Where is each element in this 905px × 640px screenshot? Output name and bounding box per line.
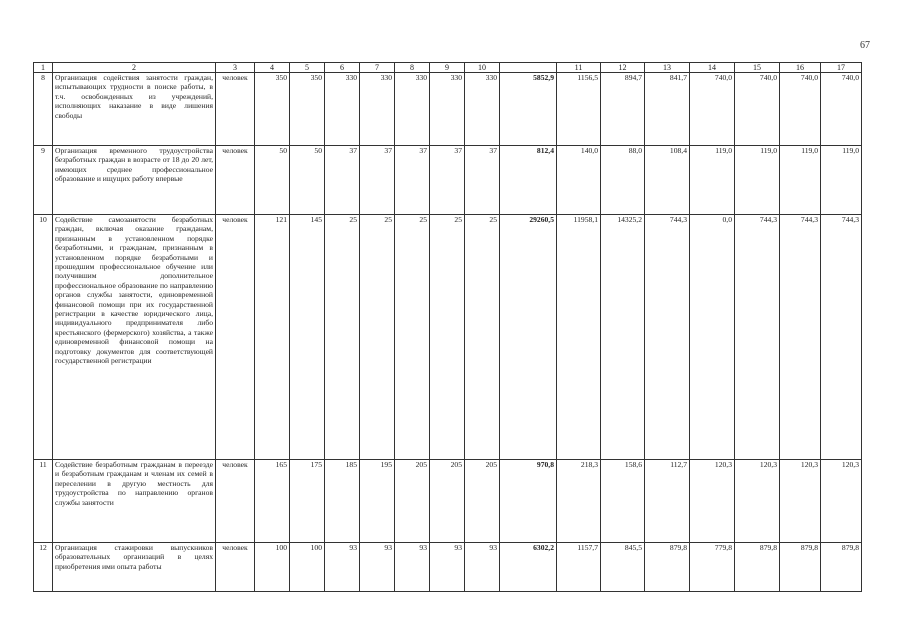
funding-year-value: 779,8 bbox=[690, 543, 735, 592]
funding-year-value: 119,0 bbox=[780, 146, 821, 215]
funding-year-value: 744,3 bbox=[735, 215, 780, 460]
column-number-header: 15 bbox=[735, 63, 780, 73]
activity-description: Организация стажировки выпускников образовательных организаций в целях приобретения ими опыта работы bbox=[53, 543, 216, 592]
funding-year-value: 11958,1 bbox=[557, 215, 601, 460]
funding-total: 970,8 bbox=[500, 460, 557, 543]
funding-year-value: 120,3 bbox=[780, 460, 821, 543]
row-number: 10 bbox=[34, 215, 53, 460]
indicator-value: 330 bbox=[360, 73, 395, 146]
indicator-value: 25 bbox=[360, 215, 395, 460]
column-number-row bbox=[34, 63, 862, 73]
activity-description: Содействие самозанятости безработных граждан, включая оказание гражданам, признанным в установленном порядке безработными, и гражданам, признанным в установленном порядке безработными и прошедшим профессиональное обучение или получившим дополнительное профессиональное образование по направлению органов службы занятости, единовременной финансовой помощи при их государственной регистрации в качестве юридического лица, индивидуального предпринимателя либо крестьянского (фермерского) хозяйства, а также единовременной финансовой помощи на подготовку документов для соответствующей государственной регистрации bbox=[53, 215, 216, 460]
indicator-value: 93 bbox=[360, 543, 395, 592]
row-number: 12 bbox=[34, 543, 53, 592]
funding-year-value: 218,3 bbox=[557, 460, 601, 543]
column-number-header: 16 bbox=[780, 63, 821, 73]
indicator-value: 165 bbox=[255, 460, 290, 543]
column-number-header: 10 bbox=[465, 63, 500, 73]
column-number-header: 4 bbox=[255, 63, 290, 73]
column-number-header: 7 bbox=[360, 63, 395, 73]
funding-year-value: 894,7 bbox=[601, 73, 645, 146]
funding-year-value: 879,8 bbox=[735, 543, 780, 592]
funding-year-value: 119,0 bbox=[735, 146, 780, 215]
table-row bbox=[34, 73, 862, 146]
funding-year-value: 879,8 bbox=[645, 543, 690, 592]
indicator-value: 100 bbox=[255, 543, 290, 592]
indicator-value: 50 bbox=[255, 146, 290, 215]
unit-cell: человек bbox=[216, 543, 255, 592]
funding-year-value: 740,0 bbox=[690, 73, 735, 146]
unit-cell: человек bbox=[216, 215, 255, 460]
indicator-value: 37 bbox=[325, 146, 360, 215]
indicator-value: 330 bbox=[325, 73, 360, 146]
indicator-value: 25 bbox=[430, 215, 465, 460]
column-number-header: 8 bbox=[395, 63, 430, 73]
page-number: 67 bbox=[860, 40, 870, 51]
column-number-header: 2 bbox=[53, 63, 216, 73]
funding-year-value: 0,0 bbox=[690, 215, 735, 460]
indicator-value: 93 bbox=[395, 543, 430, 592]
funding-total: 29260,5 bbox=[500, 215, 557, 460]
indicator-value: 175 bbox=[290, 460, 325, 543]
funding-year-value: 119,0 bbox=[821, 146, 862, 215]
column-number-header: 14 bbox=[690, 63, 735, 73]
indicator-value: 25 bbox=[395, 215, 430, 460]
indicator-value: 25 bbox=[465, 215, 500, 460]
indicator-value: 350 bbox=[290, 73, 325, 146]
column-number-header: 17 bbox=[821, 63, 862, 73]
funding-year-value: 140,0 bbox=[557, 146, 601, 215]
column-number-header: 13 bbox=[645, 63, 690, 73]
indicator-value: 145 bbox=[290, 215, 325, 460]
indicator-value: 121 bbox=[255, 215, 290, 460]
column-number-header: 6 bbox=[325, 63, 360, 73]
indicator-value: 185 bbox=[325, 460, 360, 543]
funding-year-value: 841,7 bbox=[645, 73, 690, 146]
indicator-value: 37 bbox=[430, 146, 465, 215]
funding-year-value: 14325,2 bbox=[601, 215, 645, 460]
funding-year-value: 744,3 bbox=[821, 215, 862, 460]
funding-year-value: 119,0 bbox=[690, 146, 735, 215]
indicator-value: 25 bbox=[325, 215, 360, 460]
indicator-value: 330 bbox=[430, 73, 465, 146]
row-number: 8 bbox=[34, 73, 53, 146]
row-number: 9 bbox=[34, 146, 53, 215]
funding-year-value: 744,3 bbox=[645, 215, 690, 460]
funding-year-value: 112,7 bbox=[645, 460, 690, 543]
unit-cell: человек bbox=[216, 460, 255, 543]
funding-year-value: 845,5 bbox=[601, 543, 645, 592]
funding-total: 812,4 bbox=[500, 146, 557, 215]
activity-description: Содействие безработным гражданам в переезде и безработным гражданам и членам их семей в переселении в другую местность для трудоустройства по направлению органов службы занятости bbox=[53, 460, 216, 543]
funding-total: 5852,9 bbox=[500, 73, 557, 146]
table-row bbox=[34, 460, 862, 543]
indicator-value: 205 bbox=[395, 460, 430, 543]
funding-year-value: 740,0 bbox=[821, 73, 862, 146]
table-row bbox=[34, 146, 862, 215]
column-number-header: 11 bbox=[557, 63, 601, 73]
unit-cell: человек bbox=[216, 73, 255, 146]
funding-total: 6302,2 bbox=[500, 543, 557, 592]
indicator-value: 195 bbox=[360, 460, 395, 543]
table-row bbox=[34, 215, 862, 460]
program-table bbox=[33, 62, 862, 592]
column-number-header bbox=[500, 63, 557, 73]
indicator-value: 330 bbox=[465, 73, 500, 146]
funding-year-value: 120,3 bbox=[690, 460, 735, 543]
unit-cell: человек bbox=[216, 146, 255, 215]
activity-description: Организация временного трудоустройства безработных граждан в возрасте от 18 до 20 лет, имеющих среднее профессиональное образование и ищущих работу впервые bbox=[53, 146, 216, 215]
table-row bbox=[34, 543, 862, 592]
indicator-value: 205 bbox=[430, 460, 465, 543]
indicator-value: 50 bbox=[290, 146, 325, 215]
funding-year-value: 120,3 bbox=[735, 460, 780, 543]
column-number-header: 3 bbox=[216, 63, 255, 73]
indicator-value: 37 bbox=[360, 146, 395, 215]
funding-year-value: 1157,7 bbox=[557, 543, 601, 592]
indicator-value: 350 bbox=[255, 73, 290, 146]
row-number: 11 bbox=[34, 460, 53, 543]
indicator-value: 205 bbox=[465, 460, 500, 543]
column-number-header: 12 bbox=[601, 63, 645, 73]
funding-year-value: 120,3 bbox=[821, 460, 862, 543]
indicator-value: 93 bbox=[465, 543, 500, 592]
funding-year-value: 740,0 bbox=[735, 73, 780, 146]
funding-year-value: 88,0 bbox=[601, 146, 645, 215]
funding-year-value: 879,8 bbox=[780, 543, 821, 592]
funding-year-value: 158,6 bbox=[601, 460, 645, 543]
column-number-header: 9 bbox=[430, 63, 465, 73]
funding-year-value: 1156,5 bbox=[557, 73, 601, 146]
indicator-value: 100 bbox=[290, 543, 325, 592]
funding-year-value: 879,8 bbox=[821, 543, 862, 592]
indicator-value: 37 bbox=[395, 146, 430, 215]
funding-year-value: 744,3 bbox=[780, 215, 821, 460]
column-number-header: 1 bbox=[34, 63, 53, 73]
activity-description: Организация содействия занятости граждан, испытывающих трудности в поиске работы, в т.ч. освобожденных из учреждений, исполняющих наказание в виде лишения свободы bbox=[53, 73, 216, 146]
indicator-value: 93 bbox=[325, 543, 360, 592]
indicator-value: 93 bbox=[430, 543, 465, 592]
funding-year-value: 740,0 bbox=[780, 73, 821, 146]
indicator-value: 330 bbox=[395, 73, 430, 146]
column-number-header: 5 bbox=[290, 63, 325, 73]
indicator-value: 37 bbox=[465, 146, 500, 215]
funding-year-value: 108,4 bbox=[645, 146, 690, 215]
